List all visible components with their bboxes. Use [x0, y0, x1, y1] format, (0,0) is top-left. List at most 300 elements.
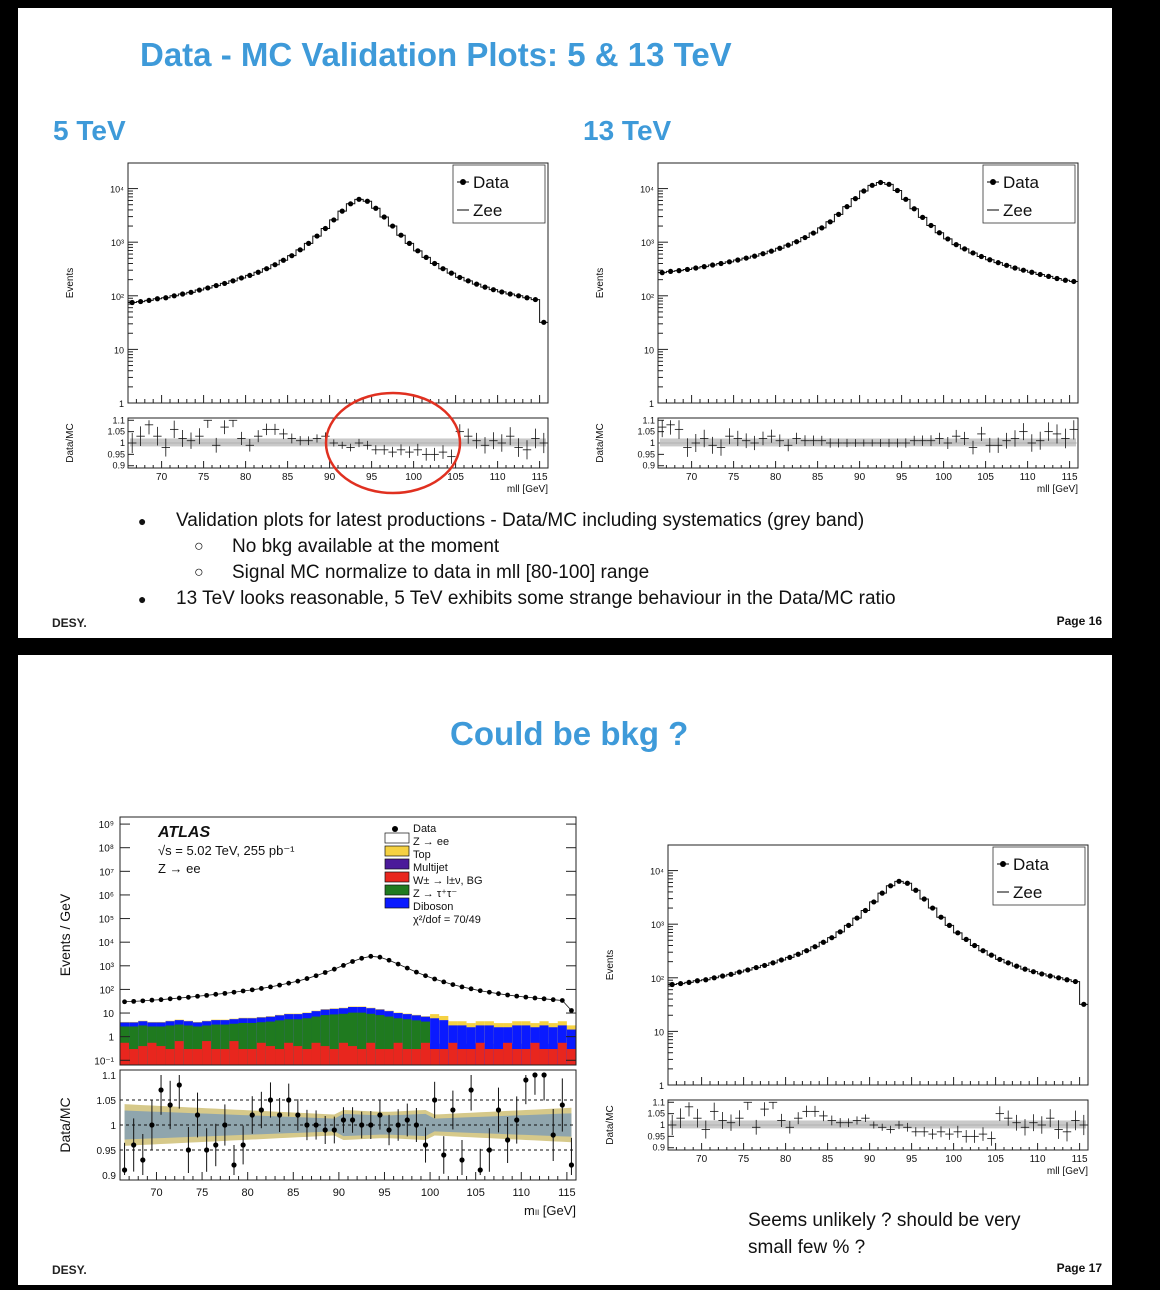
- data-point: [131, 999, 136, 1004]
- ratio-point: [423, 1142, 428, 1147]
- ratio-axis-label: Data/MC: [57, 1097, 73, 1153]
- slide-page-16: [18, 8, 1112, 638]
- data-point: [524, 295, 529, 300]
- wjets-bar: [275, 1049, 284, 1065]
- data-point: [405, 966, 410, 971]
- data-point: [1073, 979, 1078, 984]
- wjets-bar: [239, 1049, 248, 1065]
- data-point: [821, 940, 826, 945]
- data-point: [685, 267, 690, 272]
- y-tick-label: 10⁵: [98, 914, 114, 926]
- ratio-tick-label: 1.1: [102, 1071, 116, 1082]
- data-point: [770, 960, 775, 965]
- data-point: [802, 235, 807, 240]
- data-point: [804, 948, 809, 953]
- data-point: [214, 283, 219, 288]
- wjets-bar: [220, 1049, 229, 1065]
- energy-label: √s = 5.02 TeV, 255 pb⁻¹: [158, 843, 295, 858]
- x-tick-label: 80: [240, 472, 252, 483]
- data-point: [382, 214, 387, 219]
- legend-label: Zee: [1013, 883, 1043, 902]
- data-point: [533, 996, 538, 1001]
- data-point: [987, 257, 992, 262]
- data-point: [250, 987, 255, 992]
- x-tick-label: 85: [287, 1187, 300, 1199]
- data-point: [769, 249, 774, 254]
- wjets-bar: [229, 1041, 238, 1065]
- legend-swatch: [385, 846, 409, 856]
- data-point: [272, 262, 277, 267]
- x-tick-label: 100: [935, 472, 952, 483]
- x-tick-label: 80: [770, 472, 782, 483]
- y-axis-label: Events: [605, 949, 616, 981]
- wjets-bar: [394, 1043, 403, 1065]
- wjets-bar: [129, 1049, 138, 1065]
- ratio-point: [177, 1082, 182, 1087]
- slide-title: Could be bkg ?: [450, 715, 689, 752]
- data-point: [997, 957, 1002, 962]
- ratio-point: [414, 1122, 419, 1127]
- data-point: [188, 290, 193, 295]
- data-point: [996, 260, 1001, 265]
- data-point: [1022, 967, 1027, 972]
- wjets-bar: [448, 1043, 457, 1065]
- data-point: [954, 242, 959, 247]
- data-point: [1048, 973, 1053, 978]
- data-point: [122, 999, 127, 1004]
- y-tick-label: 10: [113, 345, 124, 356]
- data-point: [1054, 276, 1059, 281]
- data-point: [1029, 270, 1034, 275]
- data-point: [930, 905, 935, 910]
- data-point: [314, 973, 319, 978]
- x-tick-label: 85: [282, 472, 294, 483]
- data-point: [289, 253, 294, 258]
- data-point: [728, 972, 733, 977]
- ratio-point: [478, 1167, 483, 1172]
- ratio-point: [304, 1122, 309, 1127]
- wjets-bar: [530, 1043, 539, 1065]
- wjets-bar: [293, 1046, 302, 1065]
- data-point: [1056, 975, 1061, 980]
- legend-label: Zee: [473, 201, 503, 220]
- ratio-tick-label: 1.05: [637, 426, 655, 437]
- data-point: [496, 991, 501, 996]
- data-point: [469, 986, 474, 991]
- ratio-tick-label: 1.05: [647, 1108, 665, 1119]
- ratio-point: [259, 1107, 264, 1112]
- y-axis-label: Events: [595, 267, 606, 299]
- data-point: [712, 975, 717, 980]
- data-point: [920, 215, 925, 220]
- ratio-point: [222, 1122, 227, 1127]
- y-tick-label: 1: [108, 1032, 114, 1044]
- data-point: [1031, 969, 1036, 974]
- x-tick-label: 100: [945, 1154, 962, 1165]
- plot-13tev: [578, 153, 1098, 498]
- data-point: [744, 255, 749, 260]
- data-point: [195, 994, 200, 999]
- data-point: [871, 899, 876, 904]
- data-point: [424, 255, 429, 260]
- ratio-point: [359, 1122, 364, 1127]
- ratio-point: [186, 1147, 191, 1152]
- zee-line: [125, 956, 572, 1010]
- ratio-tick-label: 1.05: [107, 426, 125, 437]
- data-point: [331, 217, 336, 222]
- wjets-bar: [430, 1049, 439, 1065]
- data-point: [777, 246, 782, 251]
- plot-atlas: [48, 805, 578, 1225]
- data-point: [895, 188, 900, 193]
- data-point: [213, 992, 218, 997]
- data-point: [305, 976, 310, 981]
- data-point: [913, 888, 918, 893]
- ratio-point: [396, 1122, 401, 1127]
- wjets-bar: [257, 1043, 266, 1065]
- data-point: [516, 293, 521, 298]
- y-tick-label: 10²: [640, 291, 654, 302]
- bullet-item: ● 13 TeV looks reasonable, 5 TeV exhibits some strange behaviour in the Data/MC ratio: [138, 586, 896, 612]
- x-tick-label: 85: [822, 1154, 834, 1165]
- data-point: [542, 996, 547, 1001]
- y-tick-label: 10²: [110, 291, 124, 302]
- x-tick-label: 85: [812, 472, 824, 483]
- y-tick-label: 10⁷: [99, 867, 114, 879]
- x-axis-label: mₗₗ [GeV]: [524, 1203, 576, 1218]
- data-point: [796, 952, 801, 957]
- bullet-item: ● Validation plots for latest productions - Data/MC including systematics (grey band): [138, 508, 896, 534]
- data-point: [861, 188, 866, 193]
- data-point: [878, 180, 883, 185]
- y-tick-label: 10⁴: [110, 184, 124, 195]
- x-tick-label: 95: [896, 472, 908, 483]
- data-point: [423, 973, 428, 978]
- data-point: [829, 935, 834, 940]
- ratio-tick-label: 1: [119, 438, 125, 448]
- data-point: [888, 883, 893, 888]
- wjets-bar: [339, 1043, 348, 1065]
- ratio-point: [350, 1117, 355, 1122]
- x-tick-label: 75: [728, 472, 740, 483]
- data-point: [819, 225, 824, 230]
- data-point: [737, 969, 742, 974]
- wjets-bar: [558, 1043, 567, 1065]
- data-point: [340, 209, 345, 214]
- y-tick-label: 10²: [650, 973, 664, 984]
- legend-swatch: [385, 898, 409, 908]
- data-point: [980, 948, 985, 953]
- data-point: [922, 896, 927, 901]
- y-tick-label: 1: [648, 399, 654, 409]
- ratio-axis-label: Data/MC: [65, 423, 76, 463]
- data-point: [359, 956, 364, 961]
- data-point: [718, 261, 723, 266]
- y-tick-label: 10⁴: [98, 938, 114, 950]
- data-point: [905, 881, 910, 886]
- data-point: [1006, 960, 1011, 965]
- data-point: [844, 204, 849, 209]
- data-point: [1064, 977, 1069, 982]
- data-point: [811, 230, 816, 235]
- wjets-bar: [421, 1043, 430, 1065]
- slide-title: Data - MC Validation Plots: 5 & 13 TeV: [140, 36, 732, 73]
- x-tick-label: 90: [324, 472, 336, 483]
- data-point: [264, 266, 269, 271]
- wjets-bar: [503, 1043, 512, 1065]
- ratio-tick-label: 0.9: [112, 460, 125, 471]
- data-point: [938, 915, 943, 920]
- ratio-point: [496, 1107, 501, 1112]
- data-point: [1014, 964, 1019, 969]
- data-point: [828, 219, 833, 224]
- data-point: [928, 223, 933, 228]
- data-point: [1021, 268, 1026, 273]
- data-point: [186, 995, 191, 1000]
- ratio-tick-label: 1: [110, 1121, 116, 1132]
- wjets-bar: [412, 1049, 421, 1065]
- data-point: [268, 984, 273, 989]
- wjets-bar: [166, 1049, 175, 1065]
- wjets-bar: [321, 1046, 330, 1065]
- ratio-point: [241, 1142, 246, 1147]
- ratio-point: [341, 1117, 346, 1122]
- ratio-point: [323, 1127, 328, 1132]
- bullet-item: ○ No bkg available at the moment: [138, 534, 896, 560]
- wjets-bar: [494, 1049, 503, 1065]
- data-point: [478, 988, 483, 993]
- legend-marker: [392, 826, 398, 832]
- ratio-point: [168, 1102, 173, 1107]
- ratio-point: [277, 1112, 282, 1117]
- ratio-tick-label: 0.95: [107, 449, 125, 460]
- wjets-bar: [384, 1049, 393, 1065]
- x-tick-label: 105: [466, 1187, 485, 1199]
- data-point: [368, 954, 373, 959]
- data-point: [710, 262, 715, 267]
- data-point: [508, 291, 513, 296]
- data-point: [762, 963, 767, 968]
- data-point: [373, 206, 378, 211]
- data-point: [323, 226, 328, 231]
- data-point: [812, 944, 817, 949]
- data-point: [668, 269, 673, 274]
- ratio-point: [532, 1072, 537, 1077]
- data-point: [720, 973, 725, 978]
- wjets-bar: [138, 1046, 147, 1065]
- ratio-tick-label: 1.1: [642, 415, 655, 426]
- data-point: [387, 958, 392, 963]
- data-point: [390, 223, 395, 228]
- data-point: [760, 251, 765, 256]
- x-tick-label: 75: [738, 1154, 750, 1165]
- data-point: [440, 266, 445, 271]
- ratio-point: [432, 1097, 437, 1102]
- wjets-bar: [357, 1049, 366, 1065]
- data-point: [787, 955, 792, 960]
- data-point: [350, 959, 355, 964]
- y-tick-label: 10⁹: [98, 820, 114, 832]
- data-point: [514, 994, 519, 999]
- data-point: [745, 967, 750, 972]
- data-point: [155, 296, 160, 301]
- right-heading: 13 TeV: [583, 115, 672, 146]
- legend-label: Multijet: [413, 862, 448, 874]
- x-axis-label: mll [GeV]: [506, 484, 548, 495]
- ratio-point: [514, 1117, 519, 1122]
- ratio-point: [195, 1112, 200, 1117]
- x-tick-label: 95: [378, 1187, 391, 1199]
- wjets-bar: [202, 1041, 211, 1065]
- data-point: [487, 990, 492, 995]
- y-tick-label: 10⁴: [650, 866, 664, 877]
- wjets-bar: [348, 1046, 357, 1065]
- data-point: [180, 291, 185, 296]
- data-point: [197, 287, 202, 292]
- ratio-point: [450, 1107, 455, 1112]
- wjets-bar: [366, 1043, 375, 1065]
- ratio-point: [523, 1077, 528, 1082]
- legend-swatch: [385, 872, 409, 882]
- wjets-bar: [549, 1049, 558, 1065]
- data-point: [853, 196, 858, 201]
- x-tick-label: 70: [696, 1154, 708, 1165]
- legend-data-marker: [460, 179, 466, 185]
- wjets-bar: [439, 1049, 448, 1065]
- data-point: [222, 991, 227, 996]
- data-point: [150, 998, 155, 1003]
- ratio-point: [158, 1087, 163, 1092]
- ratio-tick-label: 1.05: [96, 1096, 116, 1107]
- data-point: [560, 998, 565, 1003]
- data-point: [505, 993, 510, 998]
- data-point: [945, 236, 950, 241]
- y-tick-label: 10³: [99, 961, 114, 973]
- data-point: [752, 254, 757, 259]
- data-point: [912, 206, 917, 211]
- data-point: [414, 970, 419, 975]
- x-axis-label: mll [GeV]: [1036, 484, 1078, 495]
- data-point: [972, 943, 977, 948]
- data-point: [140, 998, 145, 1003]
- data-point: [1071, 279, 1076, 284]
- data-point: [903, 197, 908, 202]
- y-tick-label: 10⁴: [640, 184, 654, 195]
- page-number: Page 16: [1056, 614, 1102, 628]
- data-point: [779, 957, 784, 962]
- data-point: [670, 982, 675, 987]
- x-tick-label: 105: [977, 472, 994, 483]
- x-tick-label: 70: [150, 1187, 163, 1199]
- x-tick-label: 90: [332, 1187, 346, 1199]
- ratio-point: [231, 1162, 236, 1167]
- x-tick-label: 110: [512, 1187, 531, 1199]
- data-point: [222, 281, 227, 286]
- x-tick-label: 105: [987, 1154, 1004, 1165]
- data-point: [702, 264, 707, 269]
- data-point: [138, 299, 143, 304]
- data-point: [256, 270, 261, 275]
- x-tick-label: 95: [366, 472, 378, 483]
- bullet-list: [138, 508, 896, 612]
- data-point: [846, 923, 851, 928]
- data-point: [314, 233, 319, 238]
- ratio-point: [122, 1167, 127, 1172]
- ratio-tick-label: 1: [649, 438, 655, 448]
- desy-logo: DESY.: [52, 1263, 87, 1277]
- data-point: [396, 962, 401, 967]
- wjets-bar: [521, 1049, 530, 1065]
- y-tick-label: 10²: [99, 985, 114, 997]
- legend-data-marker: [1000, 861, 1006, 867]
- data-point: [205, 285, 210, 290]
- data-point: [979, 254, 984, 259]
- wjets-bar: [330, 1049, 339, 1065]
- desy-logo: DESY.: [52, 616, 87, 630]
- data-point: [341, 963, 346, 968]
- ratio-point: [405, 1117, 410, 1122]
- slide-page-17: [18, 655, 1112, 1285]
- data-point: [1038, 272, 1043, 277]
- wjets-bar: [567, 1049, 576, 1065]
- x-tick-label: 115: [531, 472, 548, 483]
- data-point: [281, 258, 286, 263]
- ratio-point: [541, 1072, 546, 1077]
- data-point: [348, 201, 353, 206]
- ratio-point: [487, 1147, 492, 1152]
- data-point: [947, 923, 952, 928]
- data-point: [678, 981, 683, 986]
- data-point: [1039, 971, 1044, 976]
- y-tick-label: 10⁶: [98, 890, 114, 902]
- legend-data-marker: [990, 179, 996, 185]
- x-tick-label: 70: [686, 472, 698, 483]
- ratio-tick-label: 0.9: [102, 1171, 116, 1182]
- x-tick-label: 90: [864, 1154, 876, 1165]
- x-tick-label: 100: [420, 1187, 440, 1199]
- data-point: [163, 295, 168, 300]
- legend-label: Z → τ⁺τ⁻: [413, 888, 458, 900]
- data-point: [937, 230, 942, 235]
- data-point: [551, 997, 556, 1002]
- data-point: [838, 929, 843, 934]
- ratio-point: [441, 1152, 446, 1157]
- x-tick-label: 110: [489, 472, 506, 483]
- x-tick-label: 90: [854, 472, 866, 483]
- x-tick-label: 115: [1071, 1154, 1088, 1165]
- x-tick-label: 105: [447, 472, 464, 483]
- y-tick-label: 10³: [650, 920, 664, 931]
- data-point: [232, 990, 237, 995]
- legend-swatch: [385, 833, 409, 843]
- data-point: [794, 239, 799, 244]
- y-axis-label: Events: [65, 267, 76, 299]
- wjets-bar: [175, 1041, 184, 1065]
- plot-5tev-repeat: [588, 835, 1108, 1180]
- data-point: [466, 278, 471, 283]
- data-point: [863, 908, 868, 913]
- data-point: [962, 246, 967, 251]
- data-point: [298, 247, 303, 252]
- x-tick-label: 100: [405, 472, 422, 483]
- data-point: [230, 278, 235, 283]
- data-point: [450, 982, 455, 987]
- data-point: [460, 984, 465, 989]
- x-axis-label: mll [GeV]: [1046, 1166, 1088, 1177]
- data-point: [177, 996, 182, 1001]
- y-tick-label: 10⁸: [98, 843, 114, 855]
- y-tick-label: 10: [653, 1027, 664, 1038]
